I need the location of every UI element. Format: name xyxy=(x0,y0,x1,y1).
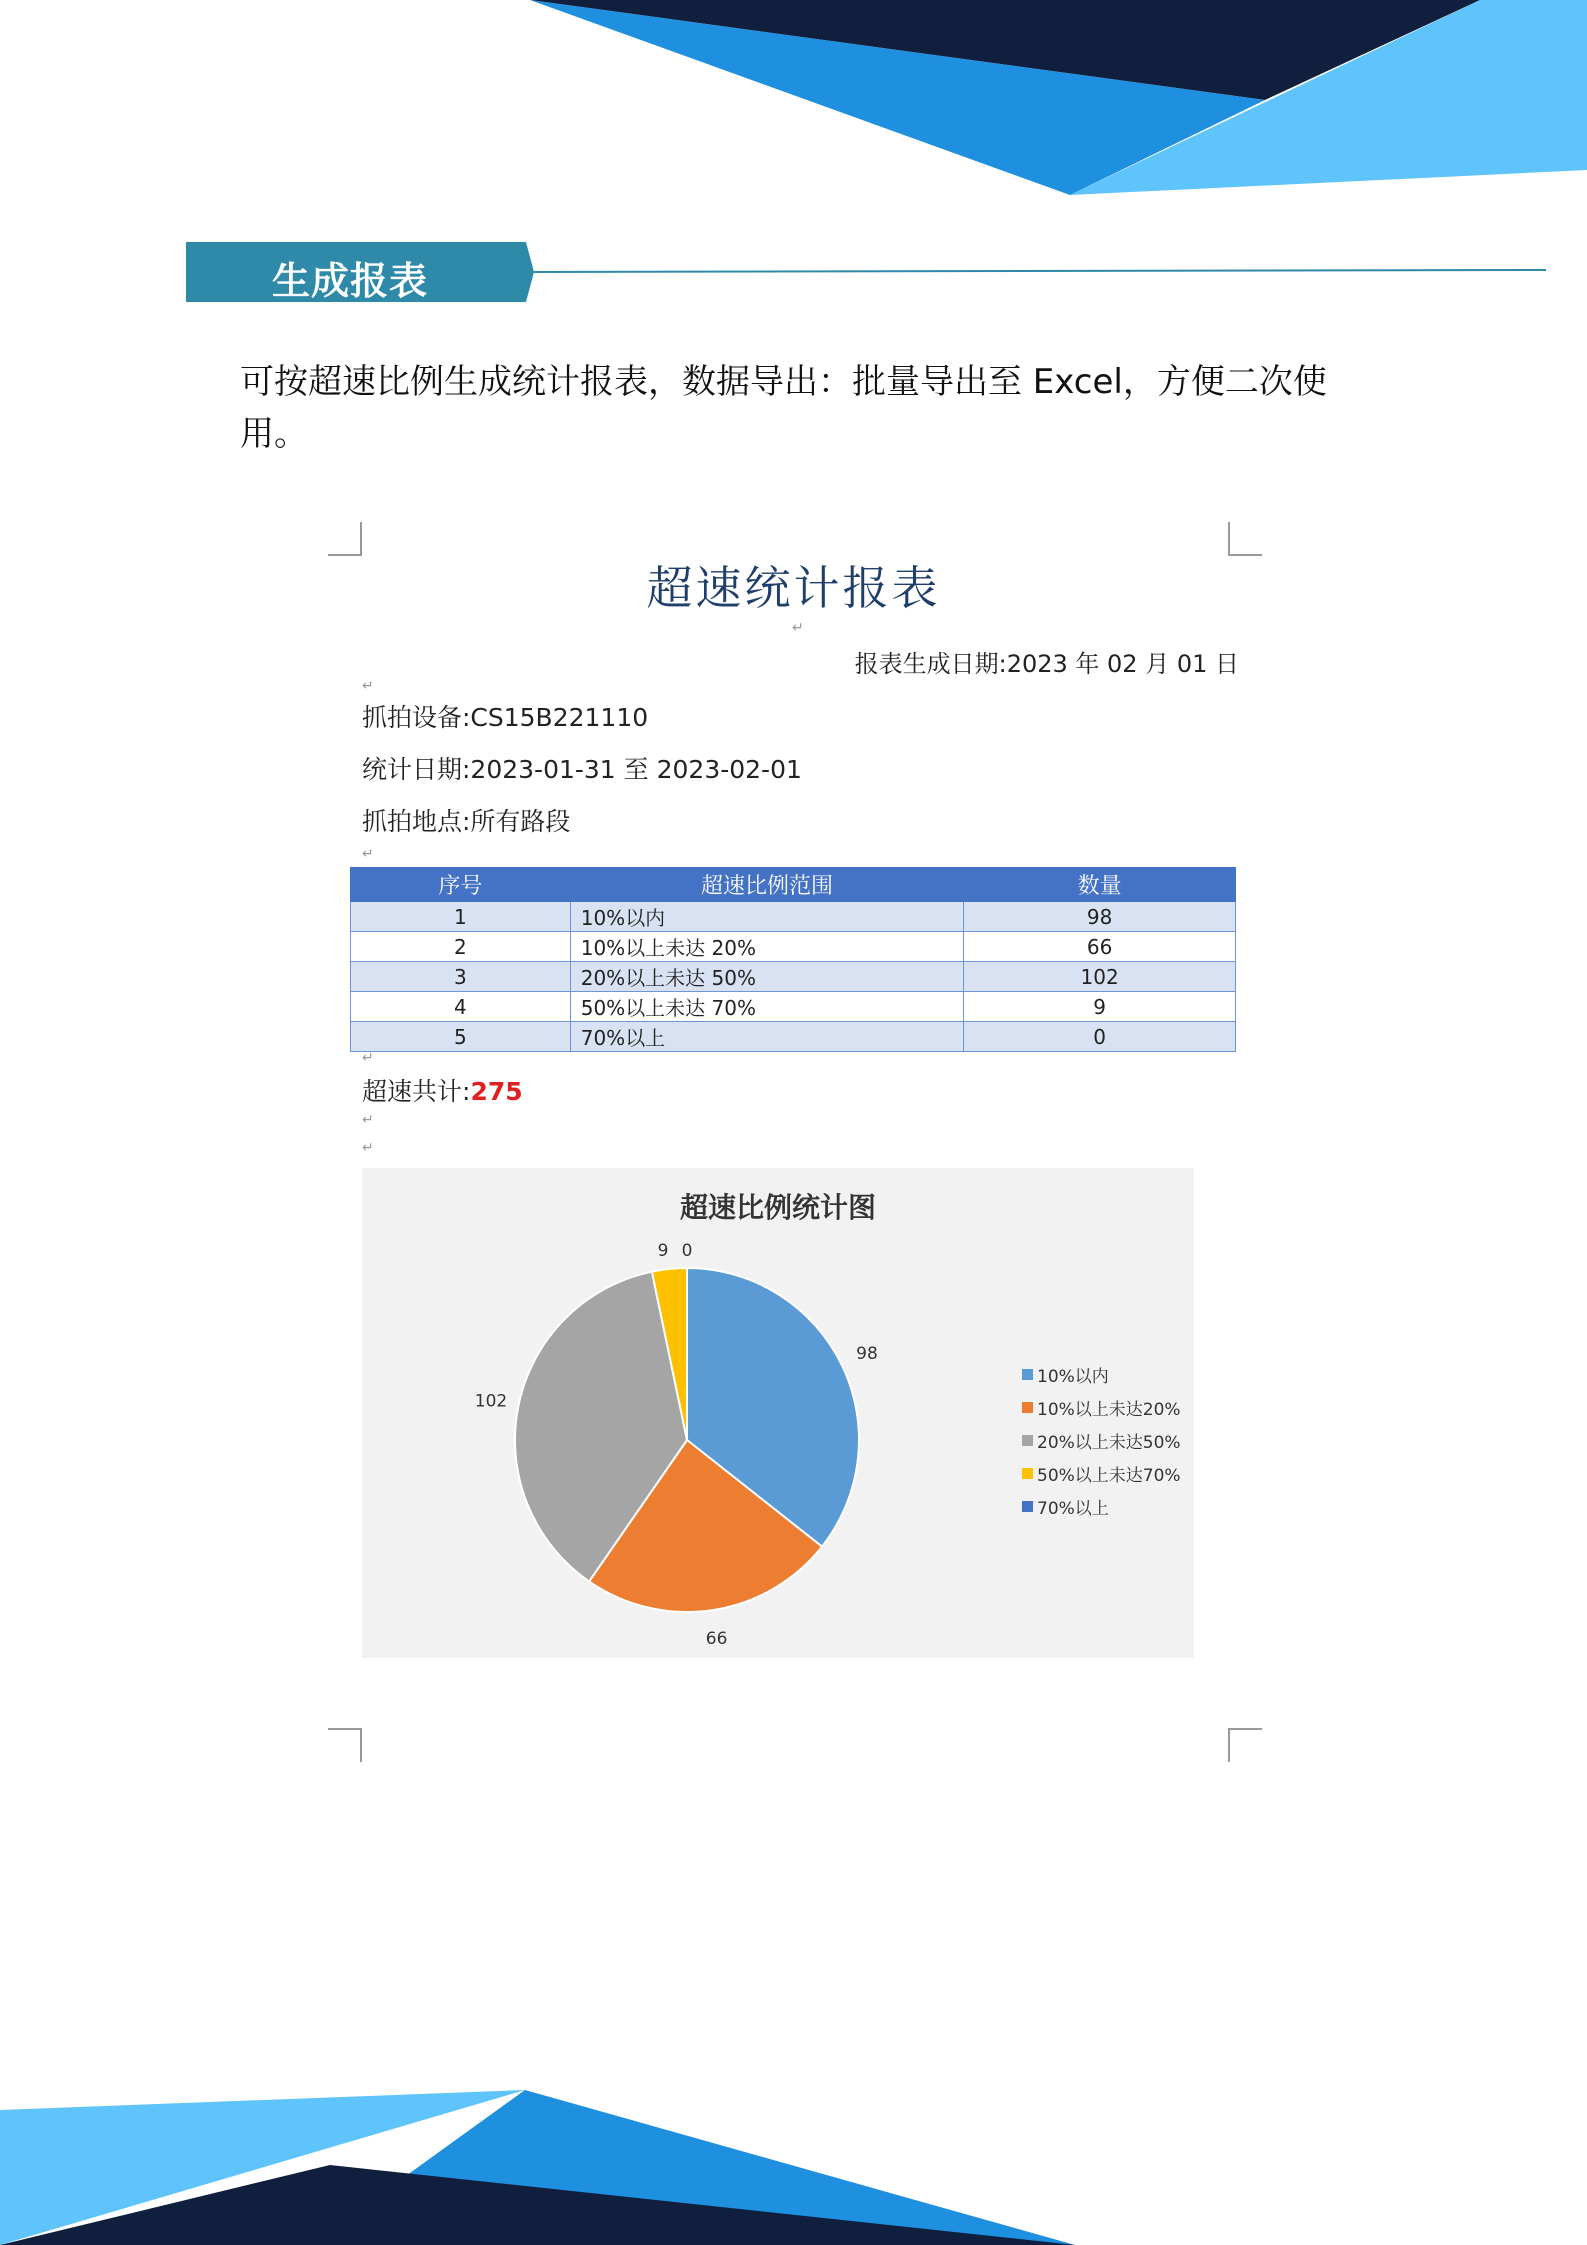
overspeed-pie-chart xyxy=(362,1168,1194,1658)
report-generated-date: 报表生成日期:2023 年 02 月 01 日 xyxy=(854,650,1239,678)
paragraph-mark: ↵ xyxy=(792,620,804,636)
paragraph-mark: ↵ xyxy=(362,1112,374,1128)
data-label: 9 xyxy=(657,1241,669,1261)
legend-item xyxy=(1022,1391,1181,1424)
legend-label: 50%以上未达70% xyxy=(1037,1466,1181,1486)
speed-range: 10%以内 xyxy=(570,902,964,932)
top-decoration xyxy=(0,0,1587,200)
data-label: 66 xyxy=(705,1628,728,1649)
intro-paragraph: 可按超速比例生成统计报表，数据导出：批量导出至 Excel，方便二次使用。 xyxy=(240,362,1327,454)
table-row xyxy=(351,902,1236,932)
paragraph-mark: ↵ xyxy=(362,846,374,862)
speed-range: 10%以上未达 20% xyxy=(570,932,964,962)
row-index: 3 xyxy=(351,962,571,992)
report-title: 超速统计报表 xyxy=(646,561,941,615)
paragraph-mark: ↵ xyxy=(362,1050,374,1066)
table-row xyxy=(351,962,1236,992)
overspeed-table xyxy=(350,867,1236,1052)
table-row xyxy=(351,992,1236,1022)
legend-label: 70%以上 xyxy=(1037,1499,1109,1519)
column-header: 超速比例范围 xyxy=(570,868,964,902)
row-index: 5 xyxy=(351,1022,571,1052)
capture-device: 抓拍设备:CS15B221110 xyxy=(362,703,649,732)
column-header: 数量 xyxy=(964,868,1236,902)
overspeed-total xyxy=(362,1072,523,1108)
row-index: 2 xyxy=(351,932,571,962)
speed-range: 70%以上 xyxy=(570,1022,964,1052)
legend-swatch xyxy=(1022,1435,1033,1446)
legend-swatch xyxy=(1022,1468,1033,1479)
capture-location: 抓拍地点:所有路段 xyxy=(362,807,571,836)
paragraph-mark: ↵ xyxy=(362,1140,374,1156)
total-value: 275 xyxy=(470,1077,523,1106)
legend-label: 10%以内 xyxy=(1037,1367,1109,1387)
chart-legend xyxy=(1022,1358,1181,1523)
table-header-row xyxy=(351,868,1236,902)
row-index: 1 xyxy=(351,902,571,932)
count: 9 xyxy=(964,992,1236,1022)
paragraph-mark: ↵ xyxy=(362,678,374,694)
count: 66 xyxy=(964,932,1236,962)
section-title: 生成报表 xyxy=(272,259,429,303)
speed-range: 50%以上未达 70% xyxy=(570,992,964,1022)
column-header: 序号 xyxy=(351,868,571,902)
data-label: 0 xyxy=(681,1241,693,1261)
stat-date-range: 统计日期:2023-01-31 至 2023-02-01 xyxy=(362,755,802,784)
table-row xyxy=(351,932,1236,962)
data-label: 98 xyxy=(856,1343,878,1364)
data-label: 102 xyxy=(474,1391,508,1412)
legend-item xyxy=(1022,1358,1181,1391)
legend-item xyxy=(1022,1457,1181,1490)
legend-label: 10%以上未达20% xyxy=(1037,1400,1181,1420)
speed-range: 20%以上未达 50% xyxy=(570,962,964,992)
legend-item xyxy=(1022,1424,1181,1457)
crop-mark-bottom-right xyxy=(1228,1728,1262,1762)
count: 98 xyxy=(964,902,1236,932)
count: 102 xyxy=(964,962,1236,992)
legend-swatch xyxy=(1022,1402,1033,1413)
crop-mark-bottom-left xyxy=(328,1728,362,1762)
count: 0 xyxy=(964,1022,1236,1052)
legend-swatch xyxy=(1022,1369,1033,1380)
table-row xyxy=(351,1022,1236,1052)
bottom-decoration xyxy=(0,2045,1587,2245)
legend-label: 20%以上未达50% xyxy=(1037,1433,1181,1453)
chart-title: 超速比例统计图 xyxy=(679,1191,876,1224)
row-index: 4 xyxy=(351,992,571,1022)
total-label: 超速共计: xyxy=(362,1077,471,1106)
crop-mark-top-left xyxy=(328,522,362,556)
legend-swatch xyxy=(1022,1501,1033,1512)
section-header xyxy=(186,242,1546,302)
legend-item xyxy=(1022,1490,1181,1523)
crop-mark-top-right xyxy=(1228,522,1262,556)
